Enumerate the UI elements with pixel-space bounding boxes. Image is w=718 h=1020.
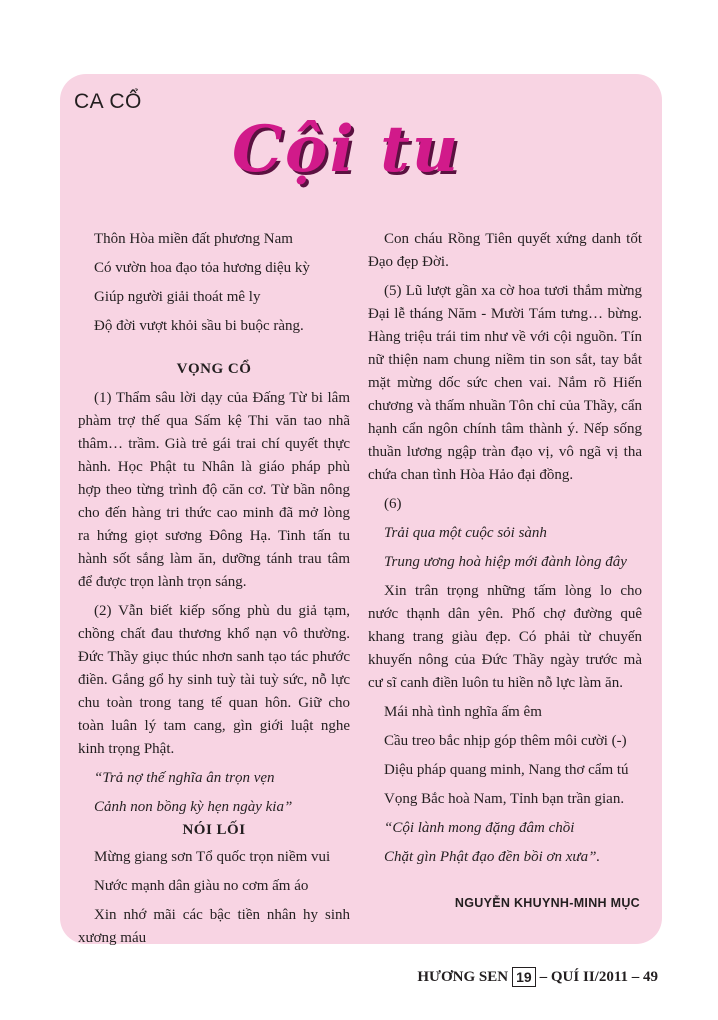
verse-line: Vọng Bắc hoà Nam, Tỉnh bạn trần gian. [384, 791, 625, 807]
intro-verse: Giúp người giải thoát mê ly [94, 289, 261, 305]
page-footer [417, 967, 658, 987]
italic-line: Trải qua một cuộc sỏi sành [384, 525, 547, 541]
verse-line: Mái nhà tình nghĩa ấm êm [384, 704, 542, 720]
heading-noi-loi: NÓI LỐI [182, 822, 246, 838]
intro-verse: Có vườn hoa đạo tỏa hương diệu kỳ [94, 260, 310, 276]
issue-date-page: – QUÍ II/2011 – 49 [539, 968, 658, 985]
intro-verse: Độ đời vượt khỏi sầu bi buộc ràng. [94, 318, 304, 334]
magazine-name: HƯƠNG SEN [417, 968, 509, 985]
issue-number: 19 [512, 967, 536, 987]
section-label: CA CỔ [74, 90, 142, 113]
left-column [78, 228, 350, 950]
heading-vong-co: VỌNG CỔ [176, 361, 252, 377]
italic-line: Trung ương hoà hiệp mới đành lòng đây [384, 554, 627, 570]
paragraph-2: (2) Vẫn biết kiếp sống phù du giả tạm, chồng chất đau thương khổ nạn vô thường. Đức Thầy giục thúc nhơn sanh tạo tác phước điền. Gắng gổ hy sinh tuỳ tài tuỳ sức, nỗ lực chu toàn trong tang tế quan hôn. Giữ cho toàn luân lý tam cang, gìn giới luật nghe kinh trọng Phật. [78, 603, 350, 757]
quote-line: “Trả nợ thế nghĩa ân trọn vẹn [94, 770, 275, 786]
paragraph-6-label: (6) [384, 496, 402, 512]
noi-loi-line: Mừng giang sơn Tổ quốc trọn niềm vui [94, 849, 331, 865]
article-title: Cội tu [232, 112, 461, 187]
paragraph-a: Con cháu Rồng Tiên quyết xứng danh tốt Đạo đẹp Đời. [368, 231, 642, 270]
paragraph-5: (5) Lũ lượt gần xa cờ hoa tươi thắm mừng Đại lễ tháng Năm - Mười Tám tưng… bừng. Hàng triệu trái tim như về với cội nguồn. Tín nữ thiện nam chung niềm tin son sắt, tay bắt mặt mừng dốc sức chen vai. Nắm rõ Hiến chương và thấm nhuần Tôn chỉ của Thầy, cẩn hạnh cẩn ngôn chính tâm thành ý. Nếp sống thuần lương ngập tràn đạo vị, vô ngã vị tha chứa chan tình Hòa Hảo đại đồng. [368, 283, 642, 483]
quote-line: “Cội lành mong đặng đâm chồi [384, 820, 575, 836]
author-name: NGUYỄN KHUYNH-MINH MỤC [454, 896, 640, 910]
verse-line: Cầu treo bắc nhịp góp thêm môi cười (-) [384, 733, 627, 749]
right-column [368, 228, 642, 869]
quote-line: Cảnh non bồng kỳ hẹn ngày kia” [94, 799, 293, 815]
quote-line: Chặt gìn Phật đạo đền bồi ơn xưa”. [384, 849, 601, 865]
intro-verse: Thôn Hòa miền đất phương Nam [94, 231, 293, 247]
verse-line: Diệu pháp quang minh, Nang thơ cẩm tú [384, 762, 629, 778]
paragraph-1: (1) Thẩm sâu lời dạy của Đấng Từ bi lâm phàm trợ thế qua Sấm kệ Thi văn tao nhã thâm… trầm. Già trẻ gái trai chí quyết thực hành. Học Phật tu Nhân là giáo pháp phù hợp theo từng trình độ căn cơ. Từ bần nông cho đến hàng tri thức cao minh đã mở lòng ra hứng giọt sương Đông Hạ. Tinh tấn tu hành sốt sắng làm ăn, dưỡng tánh trau tâm để được trọn lành trọn sáng. [78, 390, 350, 590]
noi-loi-line: Nước mạnh dân giàu no cơm ấm áo [94, 878, 309, 894]
paragraph-b: Xin trân trọng những tấm lòng lo cho nước thạnh dân yên. Phố chợ đường quê khang trang giàu đẹp. Có phải từ chuyến khuyến nông của Đức Thầy ngày trước mà cư sĩ canh điền luôn tu hiền nỗ lực làm ăn. [368, 583, 642, 691]
noi-loi-line: Xin nhớ mãi các bậc tiền nhân hy sinh xương máu [78, 907, 350, 946]
